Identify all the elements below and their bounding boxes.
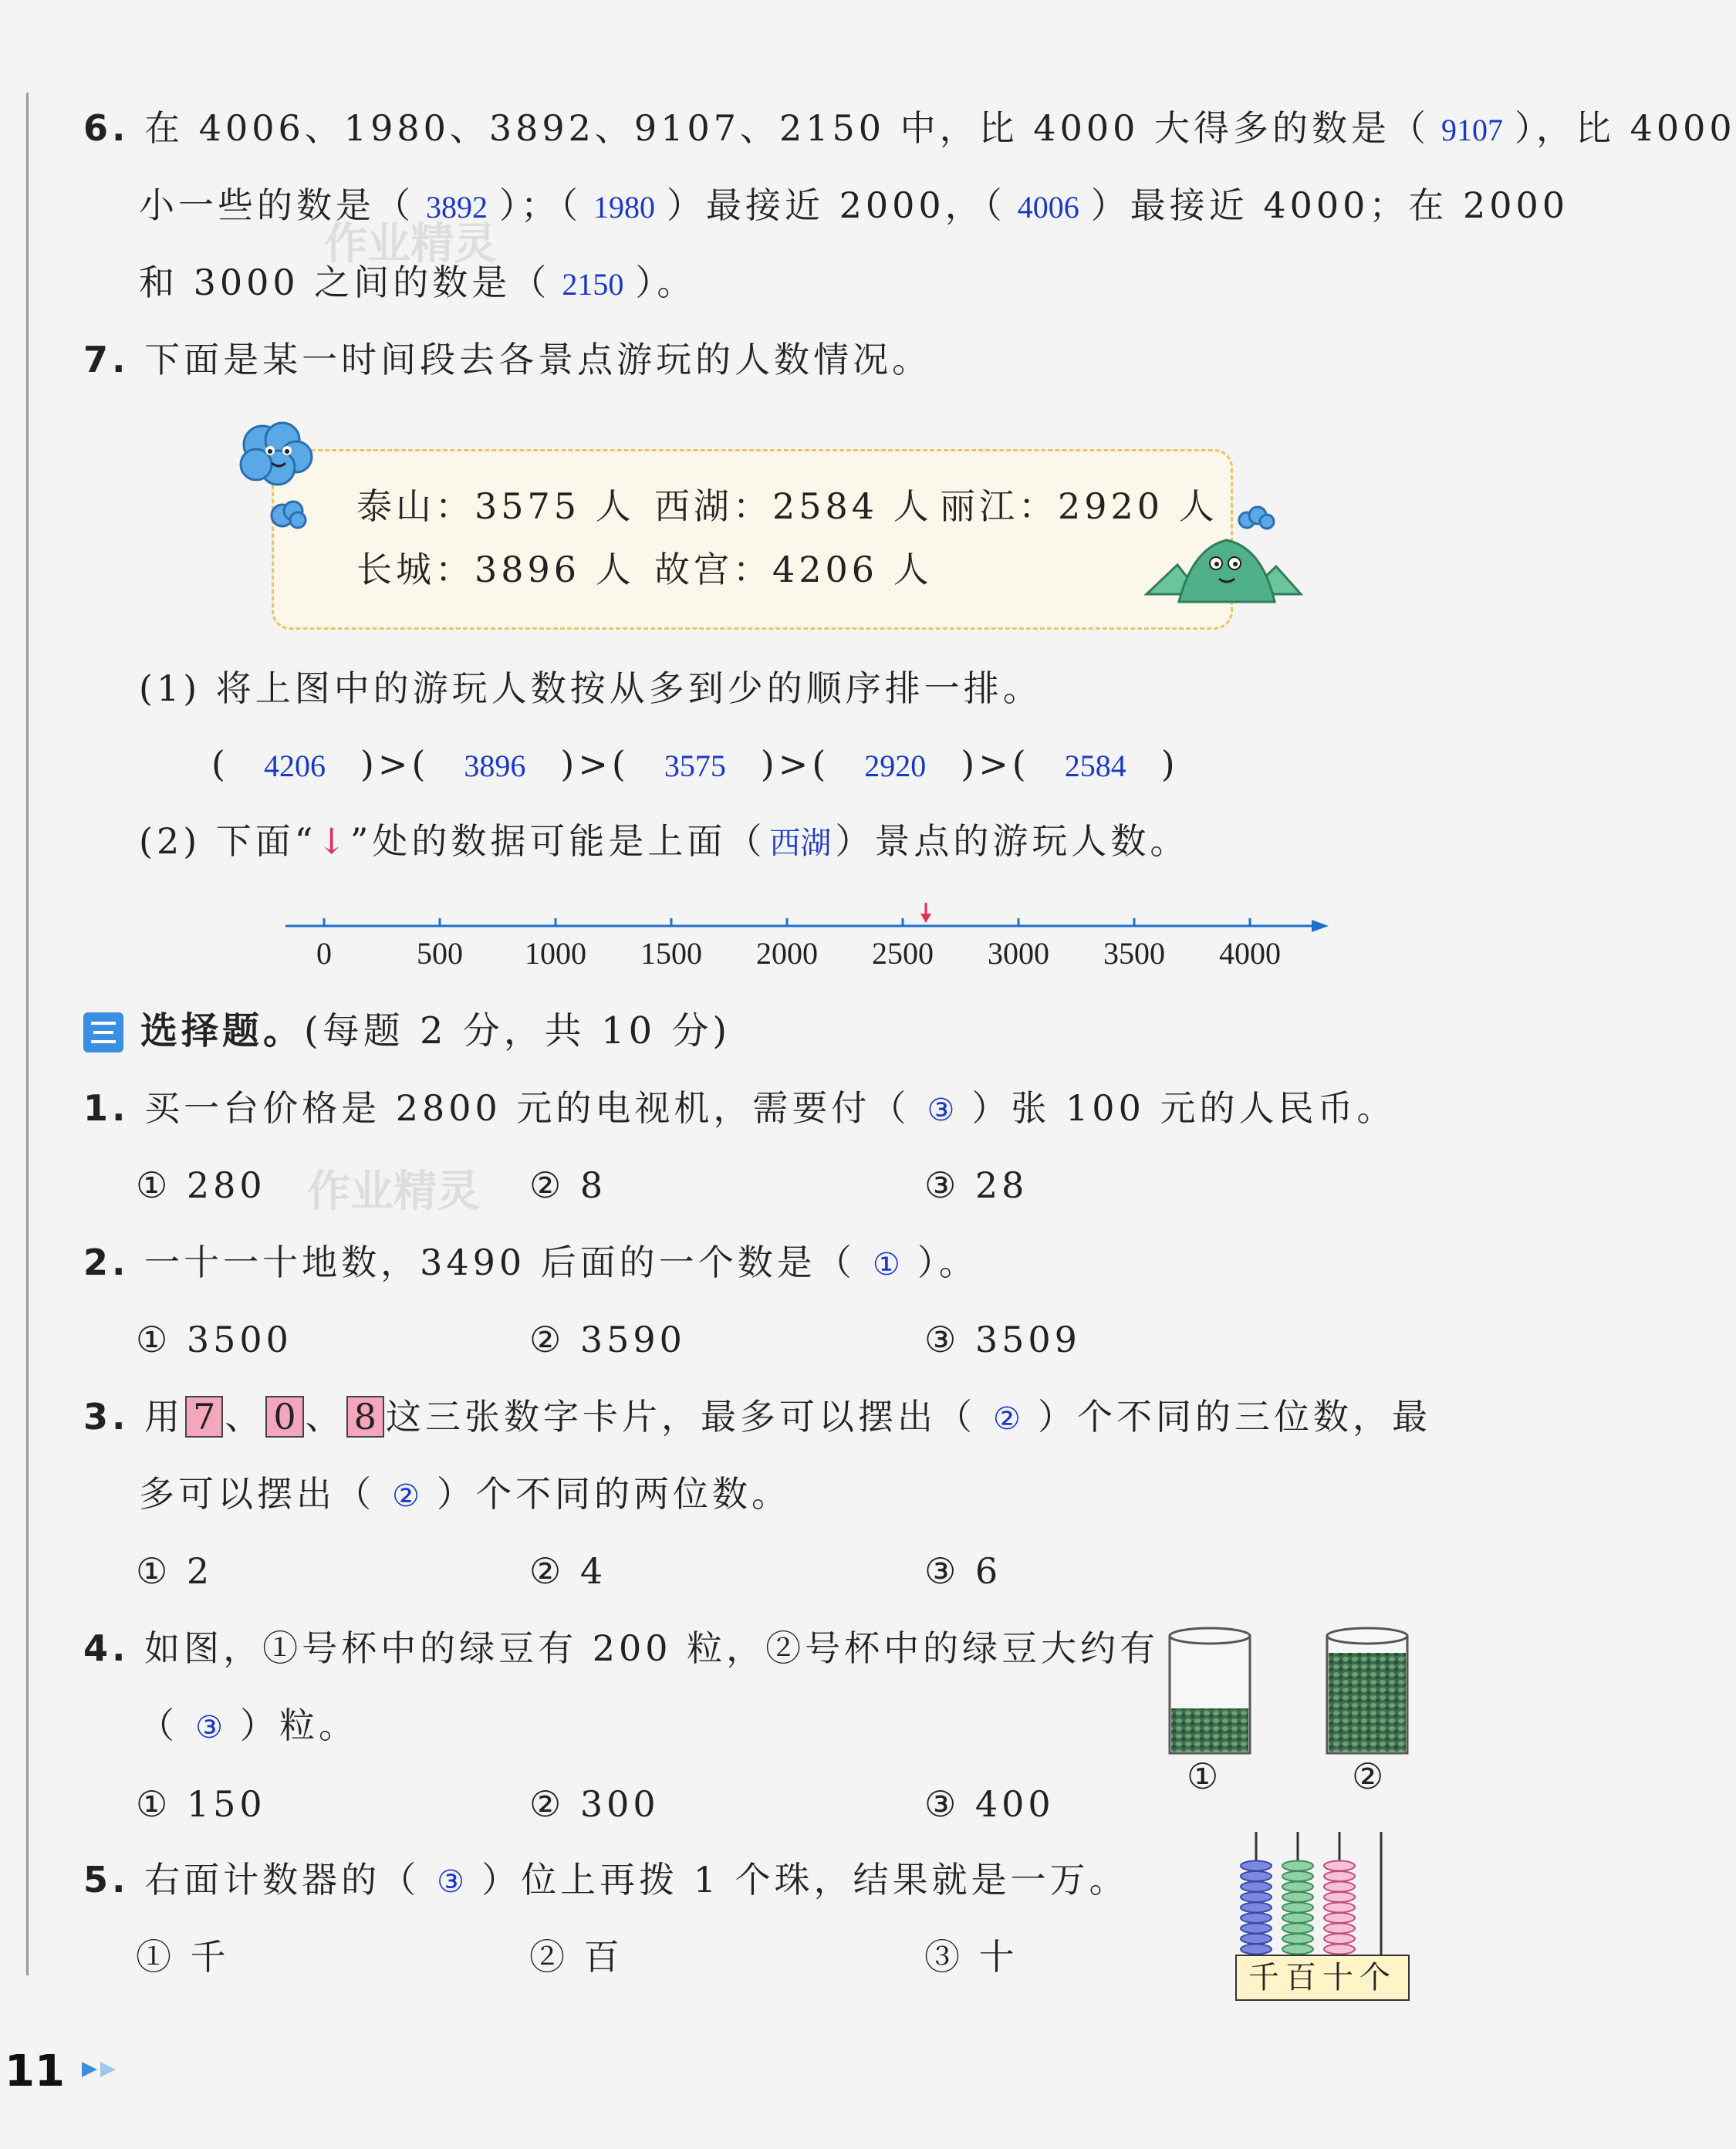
q7-order-row <box>211 741 1179 789</box>
choice4-text-c: ）粒。 <box>240 1705 358 1746</box>
cup-two-icon <box>1327 1628 1407 1753</box>
section-three-title <box>140 1008 731 1054</box>
choice2-text-a: 一十一十地数，3490 后面的一个数是（ <box>144 1242 856 1283</box>
choice4-option-1: ① 150 <box>136 1783 266 1825</box>
q6-text-1b: ），比 4000 <box>1515 107 1736 149</box>
abacus-bead <box>1324 1903 1355 1913</box>
bean-cups-illustration <box>1157 1625 1420 1764</box>
q6-answer-2: 3892 <box>426 190 488 225</box>
abacus-bead <box>1241 1913 1272 1923</box>
choice4-number: 4. <box>83 1627 130 1669</box>
abacus-bead <box>1241 1924 1272 1934</box>
choice4-option-2: ② 300 <box>529 1783 660 1825</box>
q7-sub2-answer: 西湖 <box>769 826 832 860</box>
abacus-label: 千百十个 <box>1235 1955 1410 2001</box>
number-line-label: 500 <box>417 936 463 971</box>
number-line-label: 3500 <box>1103 936 1165 971</box>
abacus-illustration <box>1234 1826 1409 1955</box>
choice2-text-b: ）。 <box>917 1242 978 1283</box>
page-number: 11 <box>5 2046 65 2097</box>
choice2-answer: ① <box>872 1247 900 1282</box>
q6-text-2a: 小一些的数是（ <box>139 184 414 226</box>
abacus-bead <box>1241 1892 1272 1902</box>
choice4-text-b: （ <box>139 1705 178 1746</box>
spot-xihu: 西湖：2584 人 <box>654 485 933 527</box>
q7-line <box>83 336 931 383</box>
margin-line <box>26 93 29 1975</box>
digit-card-7: 7 <box>185 1396 223 1438</box>
choice5-answer: ③ <box>437 1864 465 1899</box>
choice3-number: 3. <box>83 1396 130 1438</box>
choice5-option-1: ① 千 <box>136 1936 230 1978</box>
number-line-marker-icon <box>920 903 931 923</box>
choice5-number: 5. <box>83 1859 130 1901</box>
watermark-2: 作业精灵 <box>307 1167 480 1217</box>
q7-sub2-c: ）景点的游玩人数。 <box>835 820 1190 862</box>
abacus-bead <box>1324 1861 1355 1871</box>
section-title: 选择题。 <box>140 1009 305 1053</box>
choice3-text-a: 用 <box>144 1396 184 1438</box>
choice3-text-d: 多可以摆出（ <box>139 1473 375 1515</box>
q6-answer-4: 4006 <box>1017 190 1079 225</box>
choice1-option-1: ① 280 <box>136 1164 266 1206</box>
abacus-bead <box>1324 1924 1355 1934</box>
choice5-text-a: 右面计数器的（ <box>144 1859 420 1901</box>
abacus-bead <box>1282 1871 1313 1881</box>
cup-label-1: ① <box>1187 1755 1223 1797</box>
choice3-text-e: ）个不同的两位数。 <box>437 1473 791 1515</box>
choice3-answer-2: ② <box>392 1478 420 1513</box>
abacus-bead <box>1241 1882 1272 1892</box>
section-score: (每题 2 分，共 10 分) <box>304 1009 731 1053</box>
abacus-bead <box>1324 1882 1355 1892</box>
choice3-option-1: ① 2 <box>136 1550 214 1592</box>
abacus-bead <box>1241 1903 1272 1913</box>
cup-label-2: ② <box>1352 1755 1388 1797</box>
order-answer-5: 2584 <box>1064 748 1126 783</box>
abacus-bead <box>1241 1871 1272 1881</box>
section-three-icon <box>83 1012 123 1053</box>
choice4-answer: ③ <box>195 1710 223 1745</box>
order-answer-2: 3896 <box>464 748 526 783</box>
choice3-answer-1: ② <box>993 1401 1021 1436</box>
choice5-stem <box>83 1857 1129 1905</box>
order-gt-3: )>( <box>760 743 830 785</box>
down-arrow-icon: ↓ <box>316 820 350 862</box>
order-answer-4: 2920 <box>864 748 927 783</box>
choice1-text-b: ）张 100 元的人民币。 <box>971 1087 1397 1129</box>
abacus-bead <box>1282 1924 1313 1934</box>
choice2-option-1: ① 3500 <box>136 1319 292 1360</box>
q6-text-2c: ）最接近 2000，（ <box>667 184 1006 226</box>
order-answer-3: 3575 <box>664 748 726 783</box>
q7-text: 下面是某一时间段去各景点游玩的人数情况。 <box>144 339 932 380</box>
choice3-stem-line1: 3. 用 7 、 0 、 8 这三张数字卡片，最多可以摆出（ ② ）个不同的三位数，最 <box>83 1394 1431 1442</box>
order-gt-1: )>( <box>360 743 430 785</box>
number-line <box>278 903 1335 934</box>
q7-sub2-b: ”处的数据可能是上面（ <box>350 820 766 862</box>
abacus-bead <box>1282 1934 1313 1944</box>
abacus-bead <box>1324 1945 1355 1955</box>
number-line-label: 1500 <box>640 936 702 971</box>
cup-one-icon <box>1170 1628 1250 1753</box>
spot-changcheng: 长城：3896 人 <box>356 549 635 590</box>
choice4-stem-line2 <box>139 1702 358 1751</box>
choice5-text-b: ）位上再拨 1 个珠，结果就是一万。 <box>481 1859 1129 1901</box>
abacus-bead <box>1282 1913 1313 1923</box>
number-line-label: 3000 <box>988 936 1049 971</box>
q6-number: 6. <box>83 107 130 149</box>
choice1-answer: ③ <box>927 1093 955 1127</box>
choice3-text-c: ）个不同的三位数，最 <box>1037 1396 1431 1438</box>
order-gt-2: )>( <box>560 743 630 785</box>
abacus-bead <box>1324 1934 1355 1944</box>
q6-answer-5: 2150 <box>562 267 624 302</box>
choice3-option-2: ② 4 <box>529 1550 607 1592</box>
choice1-stem <box>83 1085 1396 1134</box>
choice1-option-2: ② 8 <box>529 1164 607 1206</box>
choice4-stem-line1 <box>83 1625 1159 1671</box>
q7-sub2-a: (2) 下面“ <box>139 820 317 862</box>
choice3-option-3: ③ 6 <box>924 1550 1002 1592</box>
abacus-bead <box>1282 1882 1313 1892</box>
choice5-option-2: ② 百 <box>529 1936 623 1978</box>
digit-card-0: 0 <box>265 1396 303 1438</box>
q6-text-2d: ）最接近 4000；在 2000 <box>1090 184 1569 226</box>
number-line-label: 2000 <box>756 936 818 971</box>
q6-text-3a: 和 3000 之间的数是（ <box>139 262 551 303</box>
abacus-bead <box>1282 1945 1313 1955</box>
q7-number: 7. <box>83 339 130 380</box>
choice1-number: 1. <box>83 1087 130 1129</box>
q6-text-2b: ）；（ <box>499 184 582 226</box>
q6-text-3b: ）。 <box>635 262 697 303</box>
choice4-text-a: 如图，①号杯中的绿豆有 200 粒，②号杯中的绿豆大约有 <box>144 1627 1160 1669</box>
cloud-mascot-icon <box>231 414 324 537</box>
choice3-text-b: 这三张数字卡片，最多可以摆出（ <box>385 1396 976 1438</box>
q6-answer-1: 9107 <box>1441 113 1503 147</box>
next-arrows-icon <box>80 2059 127 2080</box>
abacus-bead <box>1324 1913 1355 1923</box>
choice2-stem <box>83 1239 978 1288</box>
number-line-label: 1000 <box>525 936 586 971</box>
abacus-bead <box>1324 1871 1355 1881</box>
choice2-option-2: ② 3590 <box>529 1319 686 1360</box>
abacus-bead <box>1282 1903 1313 1913</box>
watermark-1: 作业精灵 <box>324 219 497 269</box>
choice1-text-a: 买一台价格是 2800 元的电视机，需要付（ <box>144 1087 910 1129</box>
choice3-stem-line2 <box>139 1471 791 1519</box>
number-line-label: 0 <box>316 936 332 971</box>
choice5-option-3: ③ 十 <box>924 1936 1018 1978</box>
abacus-bead <box>1324 1892 1355 1902</box>
choice4-option-3: ③ 400 <box>924 1783 1055 1825</box>
order-gt-4: )>( <box>961 743 1030 785</box>
spot-lijiang: 丽江：2920 人 <box>940 485 1218 527</box>
order-open: ( <box>211 743 229 785</box>
q7-sub1: (1) 将上图中的游玩人数按从多到少的顺序排一排。 <box>139 667 1042 709</box>
abacus-bead <box>1241 1945 1272 1955</box>
spot-gugong: 故宫：4206 人 <box>654 549 933 590</box>
choice2-number: 2. <box>83 1242 130 1283</box>
info-box <box>272 449 1233 630</box>
digit-card-8: 8 <box>346 1396 384 1438</box>
q6-line1 <box>83 105 1736 154</box>
abacus-bead <box>1241 1934 1272 1944</box>
q6-answer-3: 1980 <box>593 190 655 225</box>
abacus-bead <box>1282 1892 1313 1902</box>
spot-taishan: 泰山：3575 人 <box>356 485 635 527</box>
order-close: ) <box>1160 743 1179 785</box>
abacus-bead <box>1241 1861 1272 1871</box>
number-line-label: 4000 <box>1219 936 1281 971</box>
choice2-option-3: ③ 3509 <box>924 1319 1081 1360</box>
order-answer-1: 4206 <box>263 748 326 783</box>
q6-text-1a: 在 4006、1980、3892、9107、2150 中，比 4000 大得多的数是（ <box>144 107 1430 149</box>
number-line-label: 2500 <box>872 936 934 971</box>
abacus-bead <box>1282 1861 1313 1871</box>
choice1-option-3: ③ 28 <box>924 1164 1028 1206</box>
q7-sub2 <box>139 818 1189 867</box>
